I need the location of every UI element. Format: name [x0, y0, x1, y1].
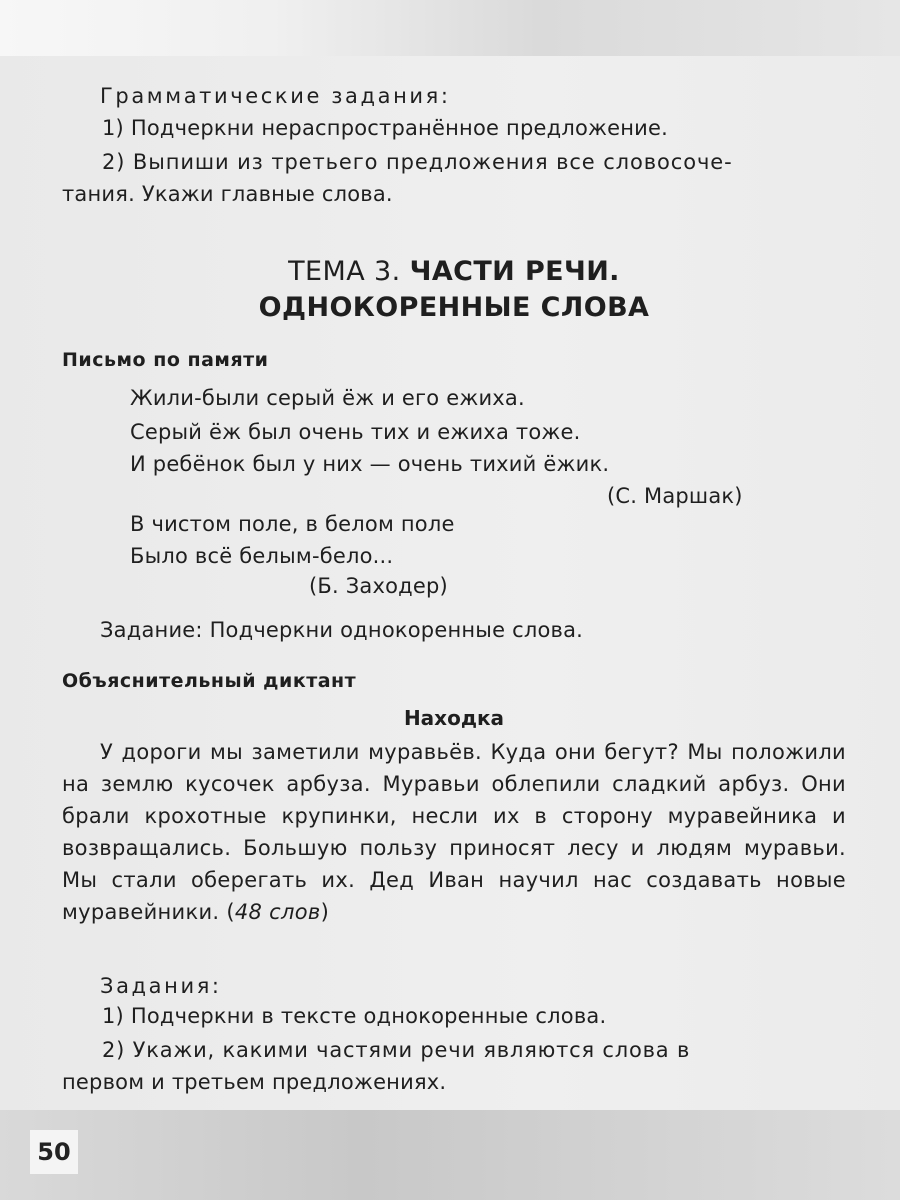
grammar-task-2-cont: тания. Укажи главные слова.: [62, 182, 393, 206]
grammar-task-2: 2) Выпиши из третьего предложения все словосоче-: [102, 150, 733, 174]
theme-title-sub: ОДНОКОРЕННЫЕ СЛОВА: [258, 292, 650, 323]
dictation-body: У дороги мы заметили муравьёв. Куда они бегут? Мы положили на землю кусочек арбуза. Муравьи облепили сладкий арбуз. Они брали крохотные крупинки, несли их в сторону муравейника и возвращались. Большую пользу приносят лесу и людям муравьи. Мы стали оберегать их. Дед Иван научил нас создавать новые муравейники.: [62, 740, 846, 924]
dictation-task-1: 1) Подчеркни в тексте однокоренные слова.: [102, 1004, 607, 1028]
poem1-line3: И ребёнок был у них — очень тихий ёжик.: [130, 452, 610, 476]
theme-title-main: ЧАСТИ РЕЧИ.: [409, 256, 620, 287]
poem2-line2: Было всё белым-бело...: [130, 544, 394, 568]
theme-title-line1: [62, 256, 846, 287]
poem1-author: (С. Маршак): [607, 484, 743, 508]
grammar-tasks-heading: Грамматические задания:: [100, 84, 451, 108]
bottom-band: [0, 1110, 900, 1200]
poem2-line1: В чистом поле, в белом поле: [130, 512, 455, 536]
theme-title-line2: [62, 292, 846, 323]
dictation-text: У дороги мы заметили муравьёв. Куда они бегут? Мы положили на землю кусочек арбуза. Муравьи облепили сладкий арбуз. Они брали крохотные крупинки, несли их в сторону муравейника и возвращались. Большую пользу приносят лесу и людям муравьи. Мы стали оберегать их. Дед Иван научил нас создавать новые муравейники. (48 слов): [62, 740, 846, 924]
word-count: 48 слов: [234, 900, 321, 924]
grammar-task-1: 1) Подчеркни нераспространённое предложение.: [102, 116, 668, 140]
dictation-tasks-heading: Задания:: [100, 974, 222, 998]
memory-writing-heading: Письмо по памяти: [62, 349, 269, 371]
dictation-task-2-cont: первом и третьем предложениях.: [62, 1070, 447, 1094]
theme-prefix: ТЕМА 3.: [288, 256, 401, 287]
dictation-heading: Объяснительный диктант: [62, 670, 357, 692]
poem1-line2: Серый ёж был очень тих и ежиха тоже.: [130, 420, 581, 444]
page-number: 50: [30, 1130, 78, 1174]
memory-writing-task: Задание: Подчеркни однокоренные слова.: [100, 618, 584, 642]
top-shadow: [0, 0, 900, 56]
poem1-line1: Жили-были серый ёж и его ежиха.: [130, 386, 525, 410]
poem2-author: (Б. Заходер): [309, 574, 448, 598]
story-title: Находка: [403, 706, 505, 730]
dictation-task-2: 2) Укажи, какими частями речи являются слова в: [102, 1038, 691, 1062]
